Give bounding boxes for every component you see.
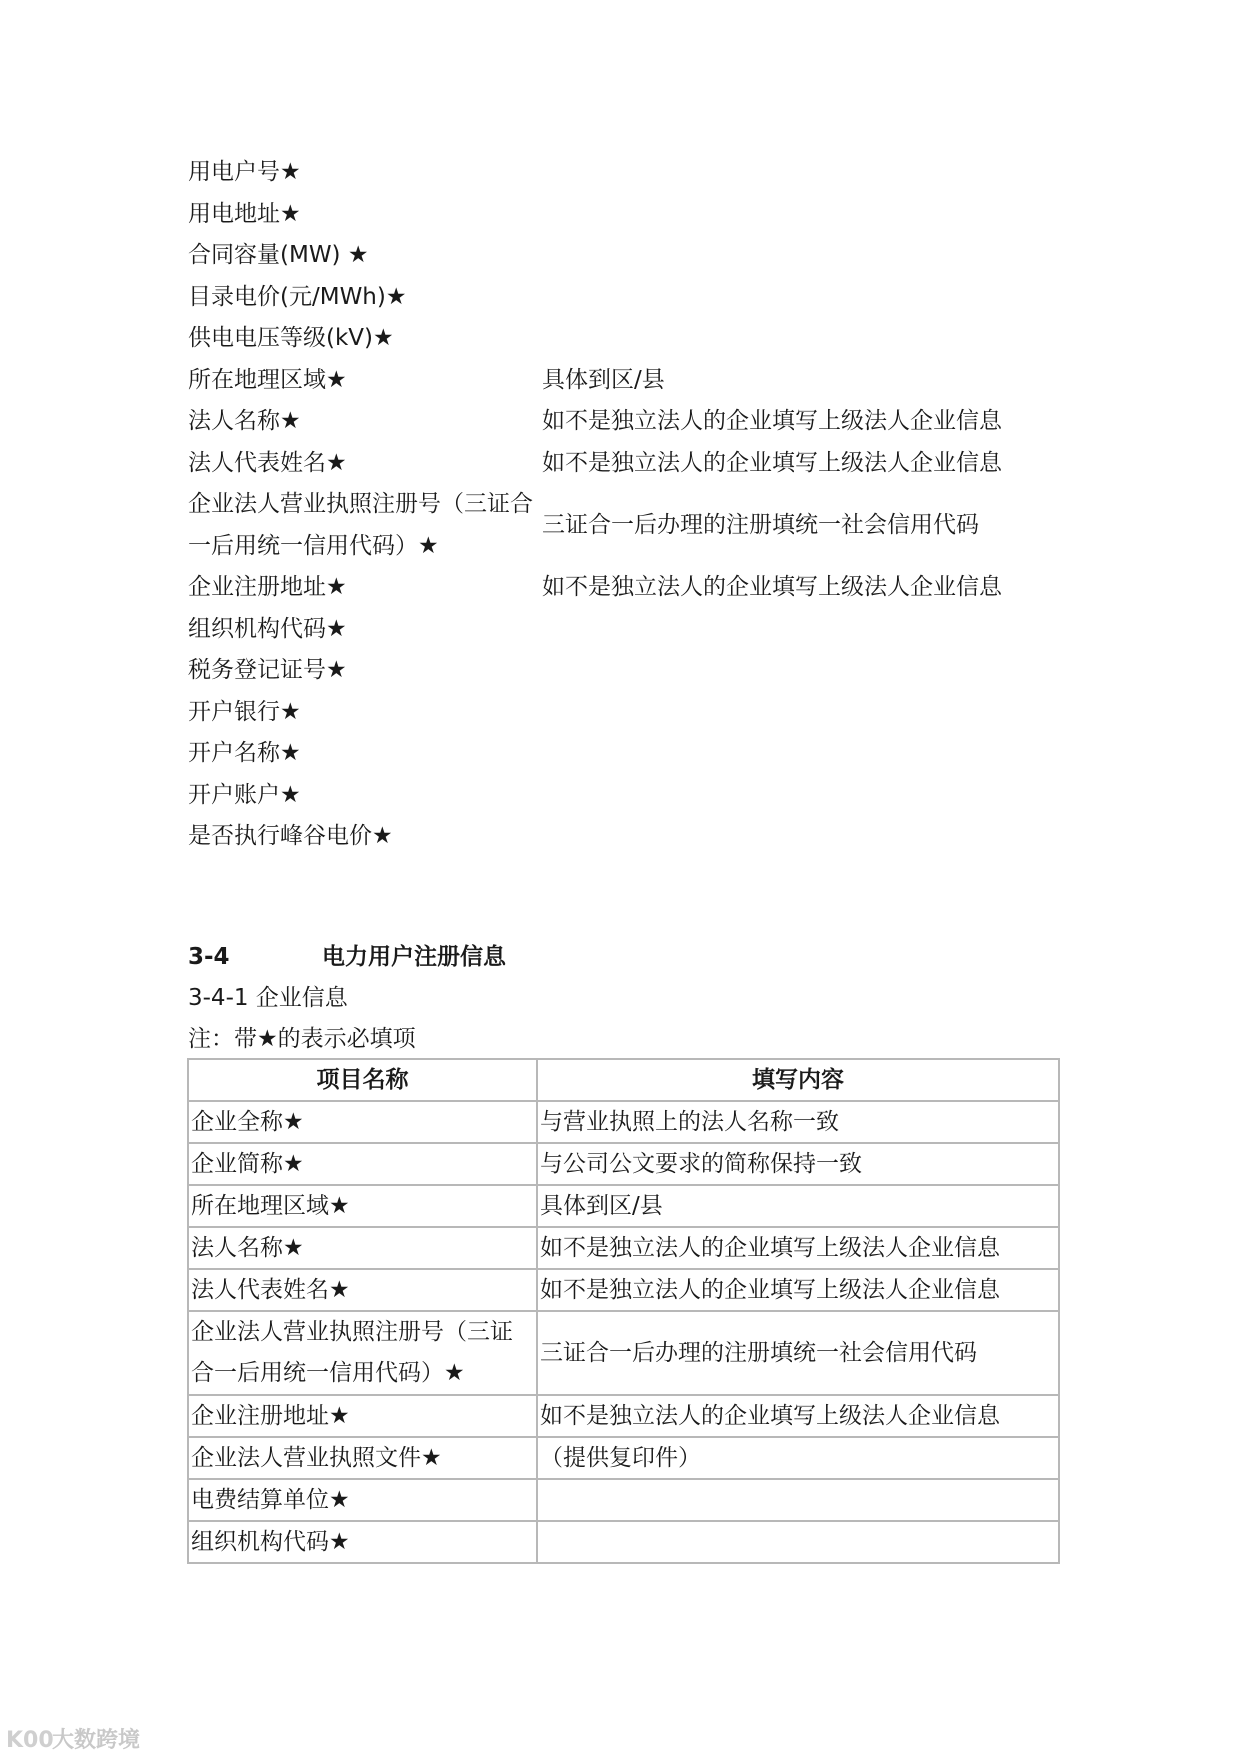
watermark	[6, 1728, 140, 1754]
field-note: 三证合一后办理的注册填统一社会信用代码	[542, 511, 979, 538]
cell-fill-content: 具体到区/县	[537, 1185, 1059, 1227]
field-row	[188, 775, 1068, 817]
field-label: 用电户号★	[188, 159, 301, 185]
field-row	[188, 235, 1068, 277]
field-label: 所在地理区域★	[188, 366, 347, 393]
table-row	[188, 1227, 1059, 1269]
table-row	[188, 1311, 1059, 1395]
table-row	[188, 1143, 1059, 1185]
section-number: 3-4	[188, 944, 230, 970]
field-row	[188, 484, 1068, 567]
field-label: 开户账户★	[188, 781, 301, 808]
field-label: 企业法人营业执照注册号（三证合一后用统一信用代码）★	[188, 491, 533, 559]
cell-item-name: 企业简称★	[188, 1143, 537, 1185]
field-row	[188, 650, 1068, 692]
section-title: 电力用户注册信息	[322, 944, 506, 970]
field-note	[542, 609, 1068, 651]
cell-fill-content: 如不是独立法人的企业填写上级法人企业信息	[537, 1227, 1059, 1269]
field-label: 组织机构代码★	[188, 615, 347, 642]
field-label: 企业注册地址★	[188, 574, 347, 600]
cell-fill-content: 与营业执照上的法人名称一致	[537, 1101, 1059, 1143]
required-note: 注：带★的表示必填项	[188, 1026, 416, 1052]
cell-item-name: 企业法人营业执照文件★	[188, 1437, 537, 1479]
field-note	[542, 235, 1068, 277]
field-note	[542, 733, 1068, 775]
field-note	[542, 152, 1068, 194]
table-row	[188, 1521, 1059, 1563]
field-note	[542, 194, 1068, 236]
cell-fill-content: 如不是独立法人的企业填写上级法人企业信息	[537, 1269, 1059, 1311]
cell-item-name: 所在地理区域★	[188, 1185, 537, 1227]
field-note	[542, 318, 1068, 360]
table-row	[188, 1269, 1059, 1311]
field-note	[542, 692, 1068, 734]
field-note	[542, 650, 1068, 692]
table-header-row	[188, 1059, 1059, 1101]
cell-fill-content: 与公司公文要求的简称保持一致	[537, 1143, 1059, 1185]
field-label: 目录电价(元/MWh)★	[188, 283, 407, 310]
field-row	[188, 318, 1068, 360]
cell-fill-content	[537, 1521, 1059, 1563]
watermark-logo: K00	[6, 1728, 54, 1753]
cell-item-name: 法人名称★	[188, 1227, 537, 1269]
field-row	[188, 733, 1068, 775]
cell-item-name: 法人代表姓名★	[188, 1269, 537, 1311]
field-label: 法人代表姓名★	[188, 449, 347, 476]
cell-item-name: 企业法人营业执照注册号（三证合一后用统一信用代码）★	[188, 1311, 537, 1395]
table-row	[188, 1479, 1059, 1521]
field-row	[188, 692, 1068, 734]
field-note	[542, 816, 1068, 858]
field-row	[188, 443, 1068, 485]
cell-item-name: 组织机构代码★	[188, 1521, 537, 1563]
cell-item-name: 电费结算单位★	[188, 1479, 537, 1521]
field-label: 税务登记证号★	[188, 657, 347, 683]
section-heading	[188, 936, 506, 978]
field-label: 合同容量(MW) ★	[188, 242, 369, 268]
cell-fill-content: 三证合一后办理的注册填统一社会信用代码	[537, 1311, 1059, 1395]
field-note	[542, 277, 1068, 319]
field-row	[188, 401, 1068, 443]
table-row	[188, 1437, 1059, 1479]
field-label: 开户银行★	[188, 698, 301, 725]
enterprise-info-table	[187, 1058, 1060, 1564]
cell-fill-content: 如不是独立法人的企业填写上级法人企业信息	[537, 1395, 1059, 1437]
subsection-title: 3-4-1 企业信息	[188, 985, 348, 1011]
field-label: 开户名称★	[188, 740, 301, 766]
field-row	[188, 194, 1068, 236]
field-note: 如不是独立法人的企业填写上级法人企业信息	[542, 408, 1002, 434]
table-row	[188, 1395, 1059, 1437]
watermark-text: 大数跨境	[52, 1728, 141, 1753]
field-list	[188, 152, 1068, 858]
table-row	[188, 1101, 1059, 1143]
field-row	[188, 360, 1068, 402]
header-item-name: 项目名称	[188, 1059, 537, 1101]
field-label: 供电电压等级(kV)★	[188, 325, 394, 351]
field-label: 用电地址★	[188, 200, 301, 227]
cell-fill-content: （提供复印件）	[537, 1437, 1059, 1479]
field-label: 法人名称★	[188, 408, 301, 434]
field-row	[188, 567, 1068, 609]
field-row	[188, 816, 1068, 858]
field-label: 是否执行峰谷电价★	[188, 823, 393, 849]
field-note: 具体到区/县	[542, 366, 665, 393]
field-row	[188, 609, 1068, 651]
field-row	[188, 277, 1068, 319]
cell-item-name: 企业全称★	[188, 1101, 537, 1143]
field-row	[188, 152, 1068, 194]
table-row	[188, 1185, 1059, 1227]
field-note: 如不是独立法人的企业填写上级法人企业信息	[542, 449, 1002, 476]
cell-fill-content	[537, 1479, 1059, 1521]
header-fill-content: 填写内容	[537, 1059, 1059, 1101]
field-note: 如不是独立法人的企业填写上级法人企业信息	[542, 574, 1002, 600]
field-note	[542, 775, 1068, 817]
cell-item-name: 企业注册地址★	[188, 1395, 537, 1437]
